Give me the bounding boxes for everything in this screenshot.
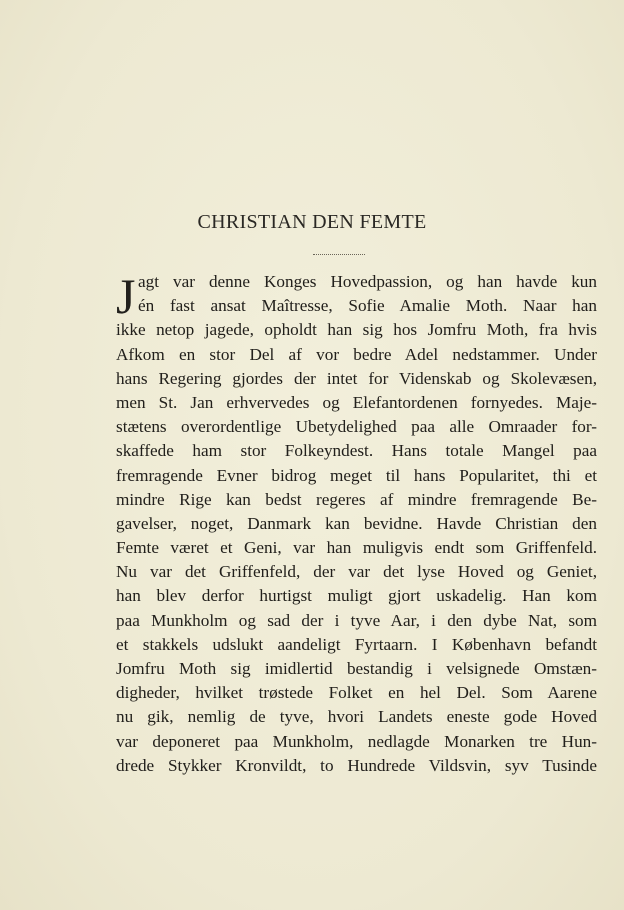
text-line: fremragende Evner bidrog meget til hans Popularitet, thi et: [116, 465, 597, 485]
drop-cap: J: [116, 268, 136, 324]
text-line: et stakkels udslukt aandeligt Fyrtaarn. I København befandt: [116, 634, 597, 654]
text-line: men St. Jan erhvervedes og Elefantordenen fornyedes. Maje-: [116, 392, 597, 412]
body-text: [116, 270, 597, 778]
text-line: digheder, hvilket trøstede Folket en hel Del. Som Aarene: [116, 683, 597, 703]
text-line: mindre Rige kan bedst regeres af mindre fremragende Be-: [116, 489, 597, 509]
chapter-title: CHRISTIAN DEN FEMTE: [197, 211, 427, 233]
text-line: han blev derfor hurtigst muligt gjort uskadelig. Han kom: [116, 586, 597, 606]
text-line: gavelser, noget, Danmark kan bevidne. Havde Christian den: [116, 513, 597, 533]
title-divider: [313, 254, 365, 255]
text-line: Nu var det Griffenfeld, der var det lyse Hoved og Geniet,: [116, 562, 597, 582]
text-line: skaffede ham stor Folkeyndest. Hans totale Mangel paa: [116, 441, 597, 461]
text-line: Femte været et Geni, var han muligvis endt som Griffenfeld.: [116, 538, 597, 558]
text-line: drede Stykker Kronvildt, to Hundrede Vildsvin, syv Tusinde: [116, 755, 597, 775]
text-line: én fast ansat Maîtresse, Sofie Amalie Moth. Naar han: [138, 296, 597, 316]
text-line: hans Regering gjordes der intet for Videnskab og Skolevæsen,: [116, 368, 597, 388]
text-line: ikke netop jagede, opholdt han sig hos Jomfru Moth, fra hvis: [116, 320, 597, 340]
text-line: var deponeret paa Munkholm, nedlagde Monarken tre Hun-: [116, 731, 597, 751]
text-line: stætens overordentlige Ubetydelighed paa alle Omraader for-: [116, 417, 597, 437]
text-line: Afkom en stor Del af vor bedre Adel nedstammer. Under: [116, 344, 597, 364]
text-line: nu gik, nemlig de tyve, hvori Landets eneste gode Hoved: [116, 707, 597, 727]
text-line: agt var denne Konges Hovedpassion, og han havde kun: [138, 272, 597, 291]
text-line: Jomfru Moth sig imidlertid bestandig i velsignede Omstæn-: [116, 659, 597, 678]
text-line: paa Munkholm og sad der i tyve Aar, i den dybe Nat, som: [116, 610, 597, 630]
